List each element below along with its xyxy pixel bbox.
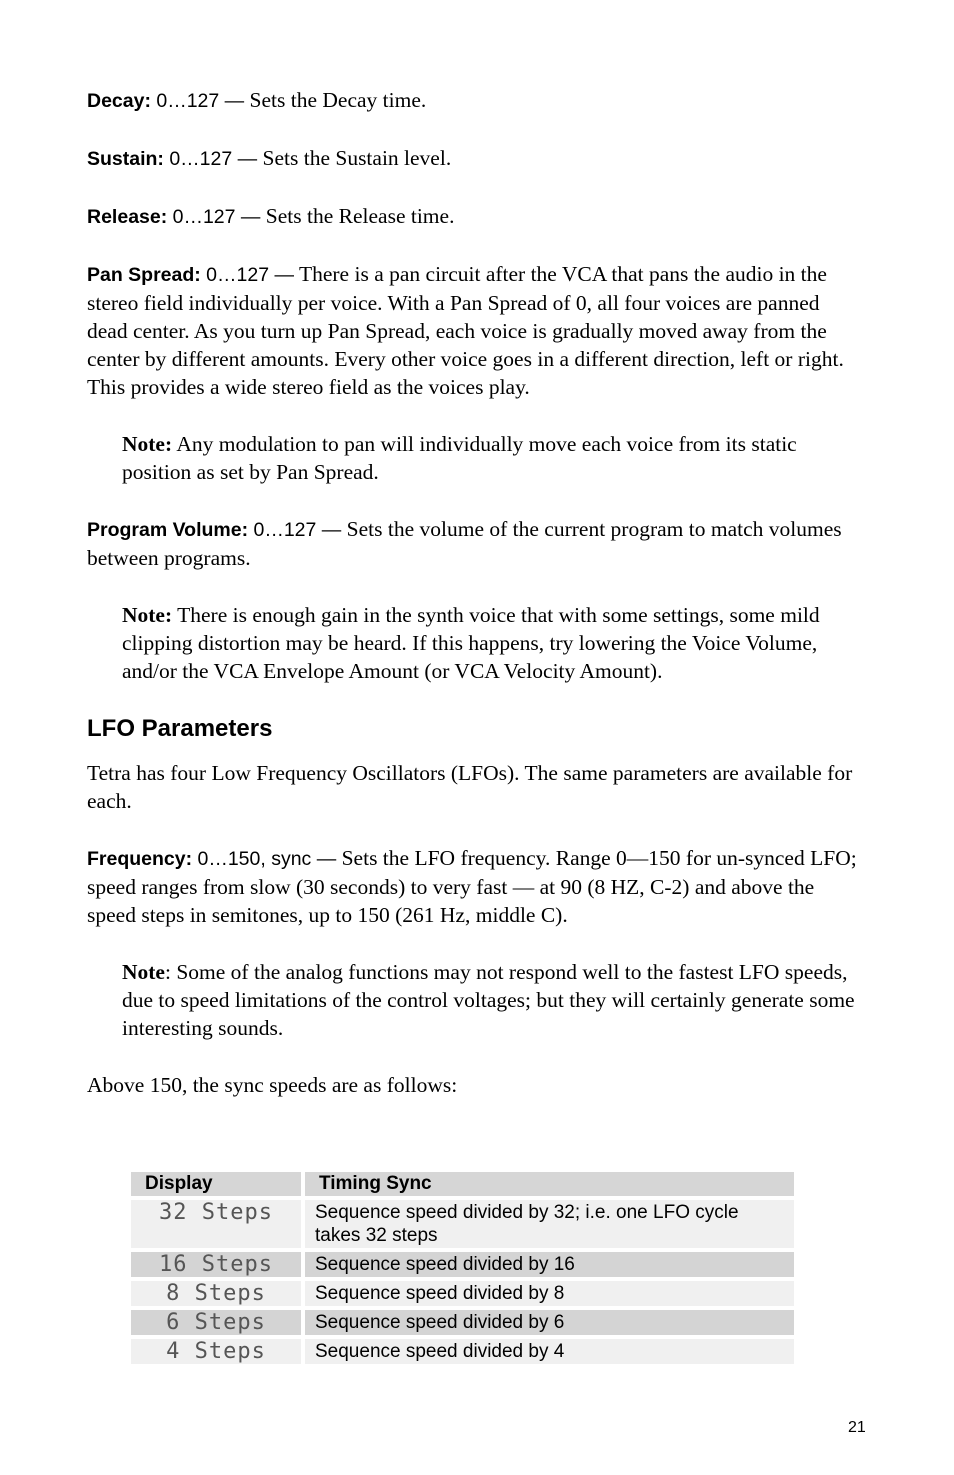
header-timing-sync: Timing Sync xyxy=(305,1172,794,1196)
param-label: Pan Spread: xyxy=(87,264,201,286)
page-number: 21 xyxy=(848,1419,866,1436)
param-range: 0…127 — xyxy=(206,264,294,286)
table-row xyxy=(131,1252,794,1277)
timing-cell: Sequence speed divided by 4 xyxy=(305,1339,794,1364)
display-cell: 32 Steps xyxy=(131,1200,301,1248)
table-header-row xyxy=(131,1172,794,1196)
display-cell: 4 Steps xyxy=(131,1339,301,1364)
display-cell: 16 Steps xyxy=(131,1252,301,1277)
param-range: 0…127 — xyxy=(172,206,261,228)
table-row xyxy=(131,1281,794,1306)
param-label: Release: xyxy=(87,206,168,228)
header-display: Display xyxy=(131,1172,301,1196)
note-analog xyxy=(122,958,862,1042)
note-text: There is enough gain in the synth voice that with some settings, some mild clipping distortion may be heard. If this happens, try lowering the Voice Volume, and/or the VCA Envelope Amount (or VCA Velocity Amount). xyxy=(122,603,820,683)
param-range: 0…150, sync — xyxy=(197,848,337,870)
note-text: : Some of the analog functions may not respond well to the fastest LFO speeds, due to speed limitations of the control voltages; but they will certainly generate some interesting sounds. xyxy=(122,960,855,1040)
param-release xyxy=(87,202,862,231)
param-range: 0…127 — xyxy=(253,519,342,541)
param-sustain xyxy=(87,144,862,173)
param-description: Sets the Decay time. xyxy=(244,88,427,112)
sync-table xyxy=(127,1168,798,1368)
timing-cell: Sequence speed divided by 16 xyxy=(305,1252,794,1277)
param-pan-spread xyxy=(87,260,862,401)
note-label: Note xyxy=(122,960,165,984)
param-label: Sustain: xyxy=(87,148,164,170)
note-pan xyxy=(122,430,862,486)
param-description: Sets the Release time. xyxy=(260,204,455,228)
param-description: Sets the LFO frequency. Range 0—150 for un-synced LFO; speed ranges from slow (30 seconds) to very fast — at 90 (8 HZ, C-2) and above the speed steps in semitones, up to 150 (261 Hz, middle C). xyxy=(87,846,857,927)
display-cell: 6 Steps xyxy=(131,1310,301,1335)
table-row xyxy=(131,1339,794,1364)
param-label: Frequency: xyxy=(87,848,193,870)
timing-cell: Sequence speed divided by 8 xyxy=(305,1281,794,1306)
section-heading-lfo: LFO Parameters xyxy=(87,715,273,742)
note-label: Note: xyxy=(122,432,173,456)
lfo-intro: Tetra has four Low Frequency Oscillators (LFOs). The same parameters are available for each. xyxy=(87,761,853,813)
timing-cell: Sequence speed divided by 32; i.e. one LFO cycle takes 32 steps xyxy=(305,1200,794,1248)
note-gain xyxy=(122,601,862,685)
timing-cell: Sequence speed divided by 6 xyxy=(305,1310,794,1335)
note-label: Note: xyxy=(122,603,173,627)
sync-intro: Above 150, the sync speeds are as follows: xyxy=(87,1073,458,1097)
display-cell: 8 Steps xyxy=(131,1281,301,1306)
table-row xyxy=(131,1200,794,1248)
param-label: Decay: xyxy=(87,90,151,112)
param-program-volume xyxy=(87,515,862,572)
param-frequency xyxy=(87,844,862,929)
param-decay xyxy=(87,86,862,115)
table-row xyxy=(131,1310,794,1335)
param-range: 0…127 — xyxy=(169,148,258,170)
manual-page xyxy=(87,86,862,1128)
param-range: 0…127 — xyxy=(156,90,245,112)
param-label: Program Volume: xyxy=(87,519,249,541)
note-text: Any modulation to pan will individually move each voice from its static position as set by Pan Spread. xyxy=(122,432,797,484)
param-description: Sets the Sustain level. xyxy=(257,146,452,170)
param-description: There is a pan circuit after the VCA that pans the audio in the stereo field individually per voice. With a Pan Spread of 0, all four voices are panned dead center. As you turn up Pan Spread, each voice is gradually moved away from the center by different amounts. Every other voice goes in a different direction, left or right. This provides a wide stereo field as the voices play. xyxy=(87,262,844,399)
param-description: Sets the volume of the current program to match volumes between programs. xyxy=(87,517,842,570)
